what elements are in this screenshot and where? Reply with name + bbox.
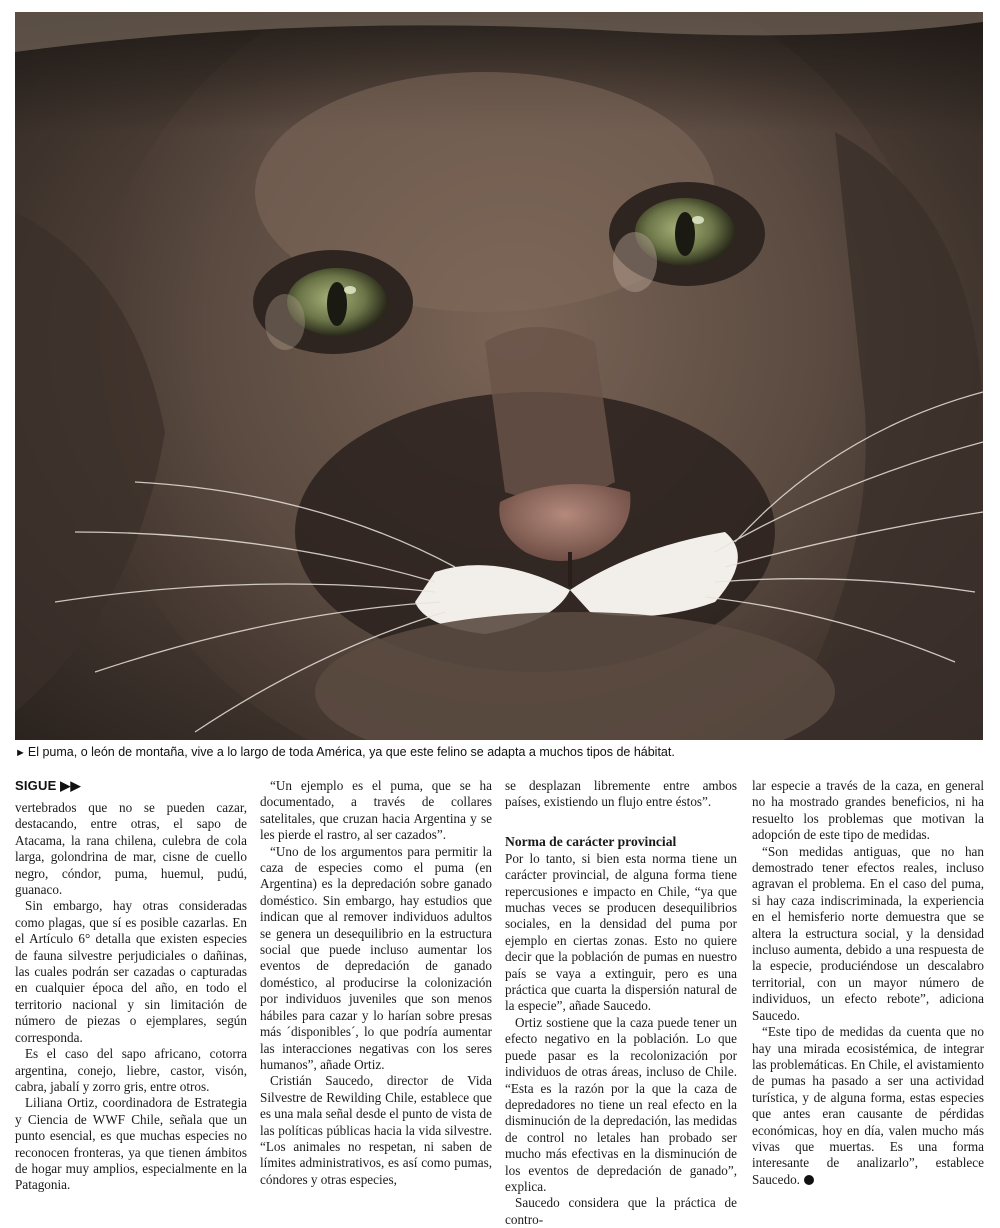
paragraph: se desplazan libremente entre ambos países, existiendo un flujo entre éstos”.: [505, 778, 737, 810]
puma-photo: [15, 12, 983, 740]
paragraph: Ortiz sostiene que la caza puede tener un efecto negativo en la población. Lo que puede pasar es la recolonización por individuos de otras áreas, incluso de Chile. “Esta es la razón por la que la caza de depredadores no tiene un real efecto en la disminución de la depredación, las medidas de control no letales han probado ser mucho más efectivas en la disminución de los eventos de depredación de ganado”, explica.: [505, 1014, 737, 1194]
puma-face-illustration: [15, 12, 983, 740]
paragraph: vertebrados que no se pueden cazar, destacando, entre otras, el sapo de Atacama, la rana chilena, culebra de cola larga, golondrina de mar, cisne de cuello negro, cóndor, puma, huemul, pudú, guanaco.: [15, 800, 247, 898]
article-column-3: [505, 778, 737, 1228]
paragraph: “Uno de los argumentos para permitir la caza de especies como el puma (en Argentina) es la depredación sobre ganado doméstico. Sin embargo, hay estudios que indican que al remover individuos adultos se genera un desequilibrio en la estructura social que puede incluso aumentar los eventos de depredación de ganado doméstico, al producirse la colonización por individuos juveniles que son menos hábiles para cazar y lo harían sobre presas más ´disponibles´, lo que podría aumentar las interacciones negativas con los seres humanos”, añade Ortiz.: [260, 843, 492, 1072]
caption-text: El puma, o león de montaña, vive a lo largo de toda América, ya que este felino se adapta a muchos tipos de hábitat.: [27, 745, 675, 759]
photo-caption: [15, 744, 983, 761]
paragraph: Es el caso del sapo africano, cotorra argentina, conejo, liebre, castor, visón, cabra, jabalí y zorro gris, entre otros.: [15, 1046, 247, 1094]
paragraph: “Son medidas antiguas, que no han demostrado tener efectos reales, incluso agravan el problema. En el caso del puma, si hay caza indiscriminada, la experiencia en el hemisferio norte demuestra que se altera la estructura social, y la densidad incluso aumenta, debido a una respuesta de la especie, produciéndose un descalabro territorial, con un mayor número de individuos, un efecto rebote”, adiciona Saucedo.: [752, 843, 984, 1023]
paragraph: Cristián Saucedo, director de Vida Silvestre de Rewilding Chile, establece que es una mala señal desde el punto de vista de las políticas públicas hacia la vida silvestre. “Los animales no respetan, ni saben de límites administrativos, es así como pumas, cóndores y otras especies,: [260, 1073, 492, 1187]
continuation-label: SIGUE ▶▶: [15, 778, 81, 793]
article-column-1: [15, 800, 247, 1194]
paragraph: Por lo tanto, si bien esta norma tiene un carácter provincial, de alguna forma tiene repercusiones e impacto en Chile, “ya que muchas veces se producen desequilibrios sociales, en la densidad del puma por ejemplo en ciertas zonas. Esto no quiere decir que la población de pumas en nuestro país se vaya a extinguir, pero es una práctica que cuarta la dispersión natural de la especie”, añade Saucedo.: [505, 850, 737, 1014]
paragraph-text: “Este tipo de medidas da cuenta que no hay una mirada ecosistémica, de integrar las problemáticas. En Chile, el avistamiento de pumas ha pasado a ser una actividad turística, y de alguna forma, estas especies que antes eran causante de pérdidas económicas, hoy en día, valen mucho más vivas que muertas. Es una forma interesante de analizarlo”, establece Saucedo.: [752, 1024, 984, 1187]
paragraph: “Un ejemplo es el puma, que se ha documentado, a través de collares satelitales, que cruzan hacia Argentina y se les pierde el rastro, al ser cazados”.: [260, 778, 492, 843]
section-heading: Norma de carácter provincial: [505, 833, 677, 849]
article-column-2: [260, 778, 492, 1188]
paragraph: Liliana Ortiz, coordinadora de Estrategia y Ciencia de WWF Chile, señala que un punto esencial, es que muchas especies no reconocen fronteras, ya que tienen ámbitos de hogar muy amplios, especialmente en la Patagonia.: [15, 1095, 247, 1193]
caption-marker: ►: [15, 747, 26, 759]
end-of-article-icon: [804, 1175, 814, 1185]
paragraph: [752, 1024, 984, 1188]
paragraph: Sin embargo, hay otras consideradas como plagas, que sí es posible cazarlas. En el Artículo 6° detalla que existen especies de fauna silvestre perjudiciales o dañinas, las cuales podrán ser cazadas o capturadas en cualquier época del año, en todo el territorio nacional y sin limitación de número de piezas o ejemplares, según corresponda.: [15, 898, 247, 1045]
article-column-4: [752, 778, 984, 1188]
paragraph: lar especie a través de la caza, en general no ha mostrado grandes beneficios, ni ha resuelto los problemas que motivan la adopción de este tipo de medidas.: [752, 778, 984, 843]
paragraph: Saucedo considera que la práctica de contro-: [505, 1195, 737, 1227]
